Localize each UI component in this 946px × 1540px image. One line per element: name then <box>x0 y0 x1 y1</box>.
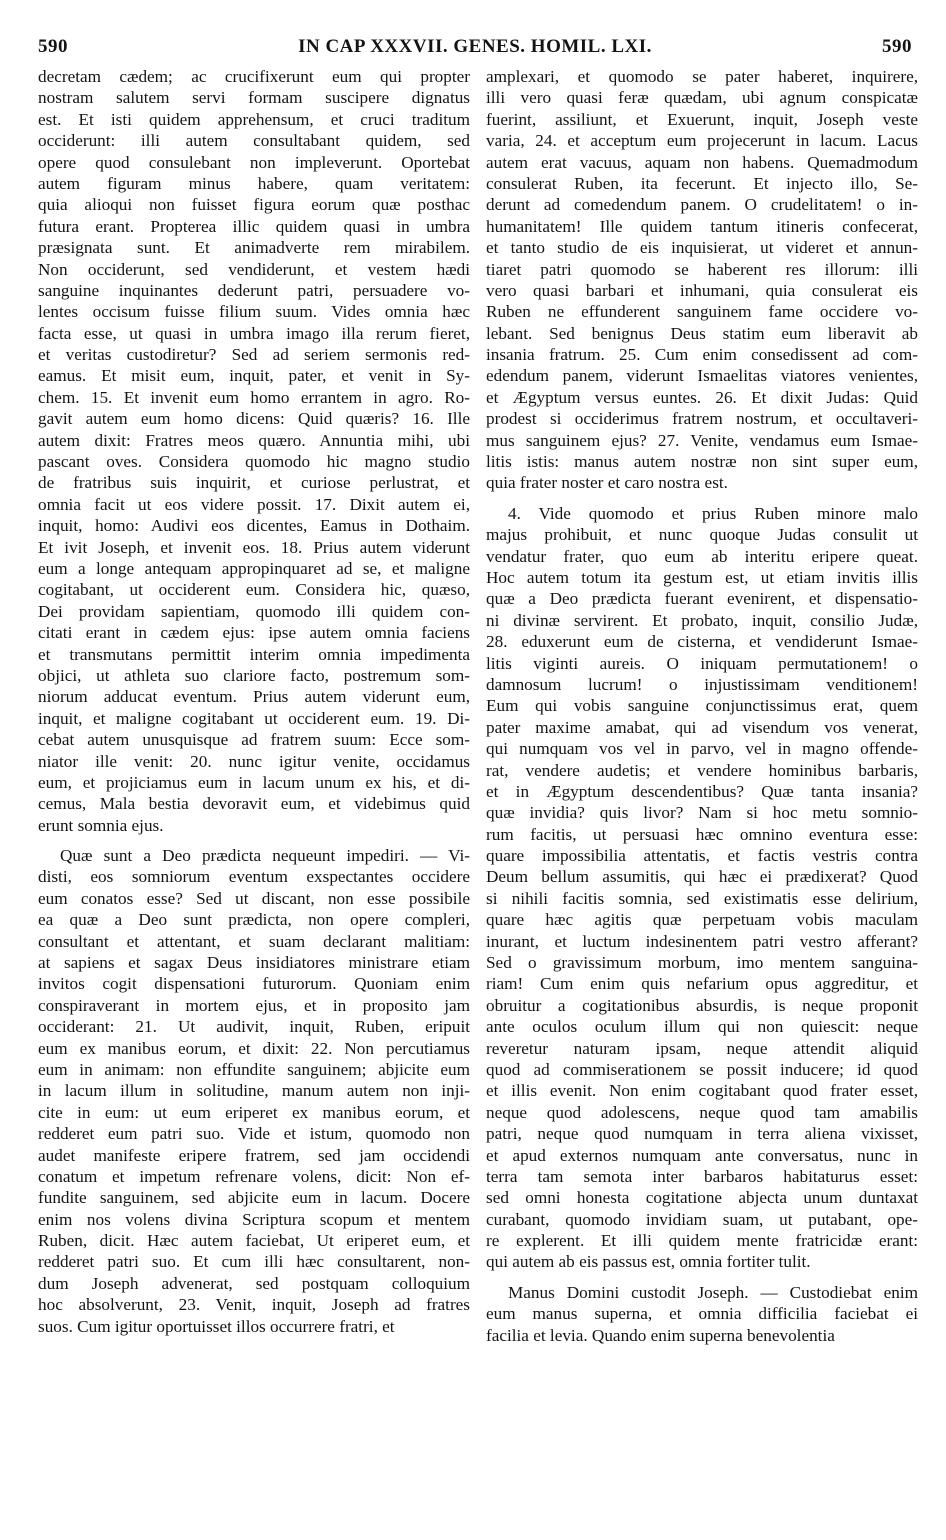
text-line: de fratribus suis inquirit, et curiose perlustrat, et <box>38 473 470 493</box>
page-number-left: 590 <box>38 36 68 57</box>
text-line: fundite sanguinem, sed abjicite eum in lacum. Docere <box>38 1188 470 1208</box>
text-line: Quæ sunt a Deo prædicta nequeunt impediri. — Vi- <box>60 846 470 866</box>
text-line: Eum qui vobis sanguine conjunctissimus erat, quem <box>486 696 918 716</box>
text-line: humanitatem! Ille quidem tantum itineris confecerat, <box>486 216 918 236</box>
text-line: eum conatos esse? Sed ut discant, non esse possibile <box>38 888 470 908</box>
text-line: vero quasi barbari et inhumani, quia consulerat eis <box>486 280 918 300</box>
text-line: insania fratrum. 25. Cum enim consedissent ad com- <box>486 345 918 365</box>
text-line: rat, vendere audetis; et vendere hominibus barbaris, <box>486 760 918 780</box>
text-line: Hoc autem totum ita gestum est, ut etiam invitis illis <box>486 567 918 587</box>
text-line: prodest si occiderimus fratrem nostrum, et occultaveri- <box>486 409 918 429</box>
text-line: invitos cogit dispensationi futurorum. Quoniam enim <box>38 974 470 994</box>
running-title: IN CAP XXXVII. GENES. HOMIL. LXI. <box>298 36 652 57</box>
page-number-right: 590 <box>882 36 912 57</box>
text-line: curabant, quomodo invidiam suam, ut putabant, ope- <box>486 1209 918 1229</box>
text-line: in lacum illum in solitudine, manum autem non inji- <box>38 1081 470 1101</box>
text-line: qui numquam vos vel in parvo, vel in magno offende- <box>486 739 918 759</box>
text-line: cogitabant, ut occiderent eum. Considera hic, quæso, <box>38 580 470 600</box>
text-line: inquit, et maligne cogitabant ut occiderent eum. 19. Di- <box>38 708 470 728</box>
text-line: litis viginti aureis. O iniquam permutationem! o <box>486 653 918 673</box>
text-line: Et ivit Joseph, et invenit eos. 18. Prius autem viderunt <box>38 537 470 557</box>
text-line: lebant. Sed benignus Deus statim eum liberavit ab <box>486 323 918 343</box>
text-line: terra tam semota inter barbaros habitaturus esset: <box>486 1166 918 1186</box>
text-line: autem erat vacuus, aquam non habens. Quemadmodum <box>486 152 918 172</box>
text-line: obruitur a cogitationibus absurdis, is neque proponit <box>486 995 918 1015</box>
text-line: conspiraverant in mortem ejus, et in proposito jam <box>38 995 470 1015</box>
text-line: chem. 15. Et invenit eum homo errantem in agro. Ro- <box>38 387 470 407</box>
text-line: niator ille venit: 20. nunc igitur venite, occidamus <box>38 751 470 771</box>
text-line: pater maxime amabat, qui ad visendum vos venerat, <box>486 717 918 737</box>
text-line: 28. eduxerunt eum de cisterna, et vendiderunt Ismae- <box>486 632 918 652</box>
text-line: et apud externos numquam ante conversatus, nunc in <box>486 1145 918 1165</box>
text-line: et tanto studio de eis inquisierat, ut videret et annun- <box>486 238 918 258</box>
text-line: consultant et attentant, et suam declarant malitiam: <box>38 931 470 951</box>
text-line: eamus. Et misit eum, inquit, pater, et venit in Sy- <box>38 366 470 386</box>
text-line: et illis evenit. Non enim cogitabant quod frater esset, <box>486 1081 918 1101</box>
text-line: eum a longe antequam appropinquaret ad se, et maligne <box>38 558 470 578</box>
text-line: qui autem ab eis passus est, omnia fortiter tulit. <box>486 1252 811 1272</box>
text-line: facta esse, ut quasi in umbra imago illa rerum fieret, <box>38 323 470 343</box>
text-line: decretam cædem; ac crucifixerunt eum qui propter <box>38 67 470 86</box>
text-line: quia alioqui non fuisset figura eorum quæ posthac <box>38 195 470 215</box>
text-line: sed omni honesta cogitatione abjecta unum duntaxat <box>486 1188 918 1208</box>
text-line: citati erant in cædem ejus: ipse autem omnia faciens <box>38 623 470 643</box>
text-line: et transmutans permittit interim omnia impedimenta <box>38 644 470 664</box>
text-line: objici, ut athleta suo clariore facto, postremum som- <box>38 665 470 685</box>
text-line: damnosum lucrum! o injustissimam venditionem! <box>486 674 918 694</box>
text-line: varia, 24. et acceptum eum projecerunt in lacum. Lacus <box>486 131 918 151</box>
text-line: 4. Vide quomodo et prius Ruben minore malo <box>508 503 918 523</box>
text-line: facilia et levia. Quando enim superna benevolentia <box>486 1325 835 1345</box>
text-line: omnia facit ut eos videre possit. 17. Dixit autem ei, <box>38 494 470 514</box>
text-line: et Ægyptum versus euntes. 26. Et dixit Judas: Quid <box>486 387 918 407</box>
text-line: lentes occisum fuisse filium suum. Vides omnia hæc <box>38 302 470 322</box>
text-line: eum in animam: non effundite sanguinem; abjicite eum <box>38 1059 470 1079</box>
text-line: nostram salutem servi formam suscipere dignatus <box>38 88 470 108</box>
text-line: inurant, et luctum indesinentem patri vestro afferant? <box>486 931 918 951</box>
text-line: disti, eos somniorum eventum exspectantes occidere <box>38 867 470 887</box>
text-line: suos. Cum igitur oportuisset illos occurrere fratri, et <box>38 1316 395 1336</box>
text-line: eum, et projiciamus eum in lacum unum ex his, et di- <box>38 772 470 792</box>
text-line: præsignata sunt. Et animadverte rem mirabilem. <box>38 238 470 258</box>
text-line: enim nos volens divina Scriptura scopum et mentem <box>38 1209 470 1229</box>
text-line: consulerat Ruben, ita fecerunt. Et injecto illo, Se- <box>486 173 918 193</box>
text-line: audet manifeste eripere fratrem, sed jam occidendi <box>38 1145 470 1165</box>
text-line: erunt somnia ejus. <box>38 815 164 835</box>
text-line: opere quod consulebant non impleverunt. Oportebat <box>38 152 470 172</box>
page-header <box>38 36 912 62</box>
text-line: rum facitis, ut persuasi hæc omnino eventura esse: <box>486 824 918 844</box>
text-line: si nihili facitis somnia, sed existimatis esse delirium, <box>486 888 918 908</box>
text-line: Ruben, dicit. Hæc autem faciebat, Ut eriperet eum, et <box>38 1231 470 1251</box>
text-line: cebat autem unusquisque ad fratrem suum: Ecce som- <box>38 730 470 750</box>
text-line: sanguine inquinantes dederunt patri, persuadere vo- <box>38 280 470 300</box>
text-line: amplexari, et quomodo se pater haberet, inquirere, <box>486 67 918 86</box>
text-line: hoc absolverunt, 23. Venit, inquit, Joseph ad fratres <box>38 1295 470 1315</box>
text-line: neque quod adolescens, neque quod tam amabilis <box>486 1102 918 1122</box>
text-line: Manus Domini custodit Joseph. — Custodiebat enim <box>508 1282 918 1302</box>
text-line: re explerent. Et illi quidem mente fratricidæ erant: <box>486 1231 918 1251</box>
text-line: fuerint, assiliunt, et Exuerunt, inquit, Joseph veste <box>486 109 918 129</box>
text-line: niorum adducat eventum. Prius autem viderunt eum, <box>38 687 470 707</box>
text-line: at sapiens et sagax Deus insidiatores ministrare etiam <box>38 953 470 973</box>
text-line: conatum et impetum refrenare volens, dicit: Non ef- <box>38 1166 470 1186</box>
text-line: patri, neque quod numquam in terra aliena vixisset, <box>486 1124 918 1144</box>
text-line: riam! Cum enim quis nefarium opus aggreditur, et <box>486 974 918 994</box>
text-line: Ruben ne effunderent sanguinem fame occidere vo- <box>486 302 918 322</box>
left-column <box>38 66 470 1337</box>
text-line: et in Ægyptum descendentibus? Quæ tanta insania? <box>486 781 918 801</box>
text-line: ea quæ a Deo sunt prædicta, non opere compleri, <box>38 910 470 930</box>
text-line: Non occiderunt, sed vendiderunt, et vestem hædi <box>38 259 470 279</box>
text-line: Deum bellum assumitis, qui hæc ei prædixerat? Quod <box>486 867 918 887</box>
text-line: quæ a Deo prædicta fuerant evenirent, et dispensatio- <box>486 589 918 609</box>
text-line: inquit, homo: Audivi eos dicentes, Eamus in Dothaim. <box>38 516 470 536</box>
text-line: Dei providam sapientiam, quomodo illi quidem con- <box>38 601 470 621</box>
text-line: est. Et isti quidem apprehensum, et cruci traditum <box>38 109 470 129</box>
text-line: quæ invidia? quis livor? Nam si hoc metu somnio- <box>486 803 918 823</box>
right-column <box>486 66 918 1346</box>
text-line: cemus, Mala bestia devoravit eum, et videbimus quid <box>38 794 470 814</box>
text-line: occiderant: 21. Ut audivit, inquit, Ruben, eripuit <box>38 1017 470 1037</box>
text-line: edendum panem, viderunt Ismaelitas viatores venientes, <box>486 366 918 386</box>
text-line: quare hæc agitis quæ perpetuam vobis maculam <box>486 910 918 930</box>
text-line: Sed o gravissimum morbum, imo mentem sanguina- <box>486 953 918 973</box>
text-line: mus sanguinem ejus? 27. Venite, vendamus eum Ismae- <box>486 430 918 450</box>
text-line: occiderunt: illi autem consultabant quidem, sed <box>38 131 470 151</box>
text-line: majus prohibuit, et nunc quoque Judas consulit ut <box>486 525 918 545</box>
text-line: autem dixit: Fratres meos quæro. Annuntia mihi, ubi <box>38 430 470 450</box>
text-line: ni divinæ servirent. Et probato, inquit, consilio Judæ, <box>486 610 918 630</box>
text-line: eum manus superna, et omnia difficilia faciebat ei <box>486 1304 918 1324</box>
text-line: autem figuram minus habere, quam veritatem: <box>38 173 470 193</box>
text-line: redderet eum patri suo. Vide et istum, quomodo non <box>38 1124 470 1144</box>
text-line: ante oculos oculum illum qui non quiescit: neque <box>486 1017 918 1037</box>
text-line: gavit autem eum homo dicens: Quid quæris? 16. Ille <box>38 409 470 429</box>
text-line: vendatur frater, quo eum ab interitu eripere queat. <box>486 546 918 566</box>
text-line: tiaret patri quomodo se haberent res illorum: illi <box>486 259 918 279</box>
text-line: eum ex manibus eorum, et dixit: 22. Non percutiamus <box>38 1038 470 1058</box>
text-line: dum Joseph advenerat, sed postquam colloquium <box>38 1273 470 1293</box>
text-line: illi vero quasi feræ quædam, ubi agnum conspicatæ <box>486 88 918 108</box>
text-line: litis istis: manus autem nostræ non sint super eum, <box>486 452 918 472</box>
text-line: et veritas custodiretur? Sed ad seriem sermonis red- <box>38 345 470 365</box>
text-line: redderet patri suo. Et cum illi hæc consultarent, non- <box>38 1252 470 1272</box>
text-line: reveretur naturam ipsam, neque attendit aliquid <box>486 1038 918 1058</box>
text-line: quare impossibilia attentatis, et factis vestris contra <box>486 846 918 866</box>
text-line: pascant oves. Considera quomodo hic magno studio <box>38 452 470 472</box>
text-line: cite in eum: ut eum eriperet ex manibus eorum, et <box>38 1102 470 1122</box>
text-line: derunt ad comedendum panem. O crudelitatem! o in- <box>486 195 918 215</box>
text-line: futura erant. Propterea illic quidem quasi in umbra <box>38 216 470 236</box>
text-line: quia frater noster et caro nostra est. <box>486 473 728 493</box>
text-line: quod ad commiserationem se possit inducere; id quod <box>486 1059 918 1079</box>
